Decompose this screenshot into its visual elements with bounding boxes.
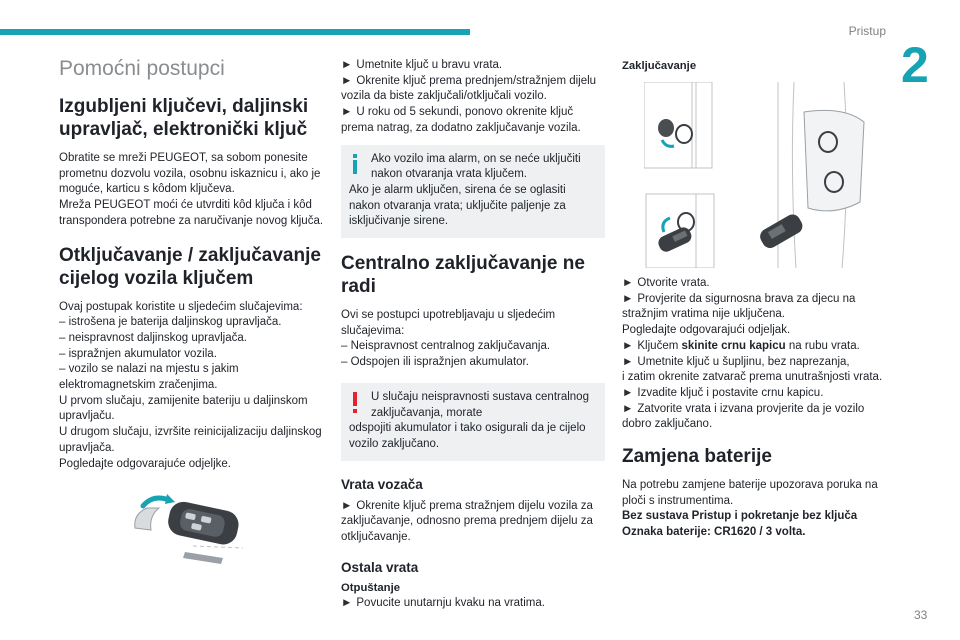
heading-battery: Zamjena baterije [622, 446, 772, 468]
list-item: – vozilo se nalazi na mjestu s jakim elektromagnetskim zračenjima. [59, 363, 239, 392]
paragraph: Ovi se postupci upotrebljavaju u sljedećim slučajevima: [341, 309, 556, 337]
list-item: – istrošena je baterija daljinskog upravljača. [59, 316, 282, 329]
arrow-icon: ► [341, 106, 353, 119]
heading-key-unlock: Otključavanje / zaključavanje cijelog vozila ključem [59, 244, 321, 289]
column-2 [341, 58, 605, 611]
arrow-icon: ► [341, 74, 353, 87]
arrow-icon: ► [341, 596, 353, 609]
heading-lost-keys: Izgubljeni ključevi, daljinski upravljač, elektronički ključ [59, 96, 309, 140]
heading-central-locking: Centralno zaključavanje ne radi [341, 253, 585, 298]
step-item: ► Otvorite vrata. [622, 277, 710, 289]
warning-icon [350, 392, 360, 412]
list-item: – Neispravnost centralnog zaključavanja. [341, 340, 551, 353]
arrow-icon: ► [622, 339, 634, 352]
arrow-icon: ► [341, 499, 353, 512]
step-item: Pogledajte odgovarajući odjeljak. [622, 324, 791, 337]
info-icon [350, 154, 360, 174]
column-1 [59, 55, 324, 566]
section-name: Pristup [848, 24, 886, 38]
key-fob-icon [123, 486, 253, 566]
paragraph: U drugom slučaju, izvršite reinicijalizaciju daljinskog upravljača. [59, 426, 322, 454]
step-item: ► Okrenite ključ prema prednjem/stražnjem dijelu vozila da biste zaključali/otključali vozilo. [341, 74, 597, 103]
column-3 [622, 60, 884, 541]
heading-driver-door: Vrata vozača [341, 476, 423, 492]
paragraph: Na potrebu zamjene baterije upozorava poruka na ploči s instrumentima. [622, 479, 878, 507]
step-item: ► Povucite unutarnju kvaku na vratima. [341, 596, 545, 609]
page-number: 33 [914, 608, 928, 622]
step-item: ► U roku od 5 sekundi, ponovo okrenite ključ prema natrag, za dodatno zaključavanje vozila. [341, 106, 581, 134]
step-item: ► Umetnite ključ u bravu vrata. [341, 59, 503, 71]
step-item: ► Zatvorite vrata i izvana provjerite da je vozilo dobro zaključano. [622, 402, 865, 431]
step-item: ► Izvadite ključ i postavite crnu kapicu. [622, 386, 824, 399]
header-accent-bar [0, 29, 470, 35]
door-lock-icon [644, 82, 884, 268]
step-item: ► Provjerite da sigurnosna brava za djecu na stražnjim vratima nije uključena. [622, 292, 856, 321]
bold-line: Oznaka baterije: CR1620 / 3 volta. [622, 526, 806, 539]
arrow-icon: ► [622, 277, 634, 289]
list-item: – ispražnjen akumulator vozila. [59, 347, 217, 360]
paragraph: Pogledajte odgovarajuće odjeljke. [59, 457, 231, 470]
arrow-icon: ► [622, 292, 634, 305]
arrow-icon: ► [622, 402, 634, 415]
paragraph: Ovaj postupak koristite u sljedećim slučajevima: [59, 300, 303, 313]
list-item: – Odspojen ili ispražnjen akumulator. [341, 356, 529, 369]
bold-line: Bez sustava Pristup i pokretanje bez ključa [622, 510, 858, 523]
page-title: Pomoćni postupci [59, 57, 225, 80]
subheading-locking: Zaključavanje [622, 60, 697, 72]
step-item: ► Okrenite ključ prema stražnjem dijelu vozila za zaključavanje, odnosno prema prednjem dijelu za otključavanje. [341, 499, 593, 544]
paragraph: Mreža PEUGEOT moći će utvrditi kôd ključa i kôd transpondera potrebne za naručivanje novog ključa. [59, 199, 324, 227]
subheading-release: Otpuštanje [341, 581, 400, 594]
chapter-number: 2 [901, 37, 929, 93]
arrow-icon: ► [622, 386, 634, 399]
door-lock-illustration [644, 82, 884, 268]
list-item: – neispravnost daljinskog upravljača. [59, 331, 247, 344]
arrow-icon: ► [622, 355, 634, 368]
info-note: Ako vozilo ima alarm, on se neće uključiti nakon otvaranja vrata ključem. Ako je alarm uključen, sirena će se oglasiti nakon otvaranja vrata; uključite paljenje za isključivanje sirene. [341, 145, 605, 239]
step-item: ► Ključem skinite crnu kapicu na rubu vrata. [622, 339, 860, 352]
paragraph: U prvom slučaju, zamijenite bateriju u daljinskom upravljaču. [59, 394, 308, 423]
warning-note: U slučaju neispravnosti sustava centralnog zaključavanja, morate odspojiti akumulator i tako osigurali da je cijelo vozilo zaključano. [341, 383, 605, 461]
heading-other-doors: Ostala vrata [341, 559, 419, 575]
arrow-icon: ► [341, 59, 353, 71]
key-battery-illustration [123, 486, 253, 566]
step-item: i zatim okrenite zatvarač prema unutrašnjosti vrata. [622, 371, 883, 384]
step-item: ► Umetnite ključ u šupljinu, bez naprezanja, [622, 355, 850, 368]
paragraph: Obratite se mreži PEUGEOT, sa sobom ponesite prometnu dozvolu vozila, osobnu iskaznicu i, ako je moguće, karticu s kôdom ključeva. [59, 152, 321, 196]
